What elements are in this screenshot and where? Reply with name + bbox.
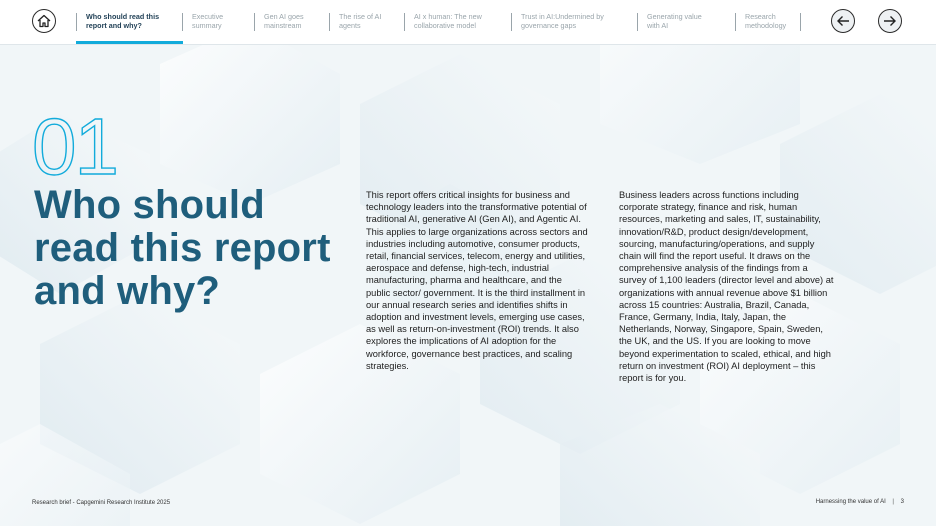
nav-item-research-methodology[interactable]	[735, 13, 801, 31]
nav-label-line1: Who should read this	[86, 12, 160, 21]
arrow-right-icon	[883, 15, 897, 27]
nav-item-trust-in-ai[interactable]	[511, 13, 604, 31]
footer-report-title: Harnessing the value of AI	[815, 499, 886, 505]
active-tab-indicator	[76, 41, 183, 44]
nav-item-gen-ai-mainstream[interactable]	[254, 13, 304, 31]
body-column-2: Business leaders across functions including corporate strategy, finance and risk, human resources, marketing and sales, IT, sustainability, innovation/R&D, product design/development, sourcing, manufacturing/operations, and supply chain will find the report useful. It draws on the comprehensive analysis of the findings from a survey of 1,100 leaders (director level and above) at organizations with annual revenue above $1 billion across 15 countries: Australia, Brazil, Canada, France, Germany, India, Italy, Japan, the Netherlands, Norway, Singapore, Spain, Sweden, the UK, and the US. If you are looking to move beyond experimentation to scaled, ethical, and high return on investment (ROI) AI deployment – this report is for you.	[619, 190, 834, 384]
section-number	[32, 108, 142, 180]
body-column-1: This report offers critical insights for business and technology leaders into the transformative potential of traditional AI, generative AI (Gen AI), and Agentic AI. This applies to large organizations across sectors and industries including automotive, consumer products, retail, financial services, telecom, energy and utilities, aerospace and defense, high-tech, industrial manufacturing, pharma and healthcare, and the public sector/ government. It is the third installment in our annual research series and identifies shifts in adoption and investment levels, emerging use cases, as well as return-on-investment (ROI) trends. It also explores the implications of AI adoption for the workforce, governance best practices, and scaling strategies.	[366, 190, 588, 371]
nav-label-line1: Generating value	[647, 12, 702, 21]
nav-label-line2: summary	[192, 20, 222, 30]
nav-item-generating-value[interactable]	[637, 13, 702, 31]
footer-source: Research brief - Capgemini Research Institute 2025	[32, 500, 171, 506]
nav-item-rise-of-agents[interactable]	[329, 13, 381, 31]
nav-label-line2: mainstream	[264, 20, 302, 30]
nav-item-ai-x-human[interactable]	[404, 13, 482, 31]
nav-item-who-should-read[interactable]	[76, 13, 159, 31]
home-button[interactable]	[32, 9, 56, 33]
footer-right	[816, 499, 904, 505]
next-page-button[interactable]	[878, 9, 902, 33]
footer-separator: |	[892, 499, 894, 505]
nav-label-line1: Gen AI goes	[264, 12, 304, 21]
home-icon	[36, 14, 52, 28]
nav-label-line2: with AI	[647, 20, 669, 30]
section-number-text: 01	[32, 108, 117, 180]
nav-label-line1: AI x human: The new	[414, 12, 482, 21]
top-navigation	[0, 0, 936, 45]
nav-label-line2: report and why?	[86, 20, 142, 30]
nav-label-line2: agents	[339, 20, 361, 30]
nav-label-line2: governance gaps	[521, 20, 577, 30]
nav-label-line1: The rise of AI	[339, 12, 382, 21]
nav-label-line1: Executive	[192, 12, 224, 21]
page-number: 3	[900, 499, 904, 505]
nav-label-line1: Research	[745, 12, 776, 21]
page-title: Who should read this report and why?	[34, 183, 331, 313]
nav-label-line2: collaborative model	[414, 20, 476, 30]
nav-item-executive-summary[interactable]	[182, 13, 223, 31]
arrow-left-icon	[836, 15, 850, 27]
nav-label-line1: Trust in AI:Undermined by	[521, 12, 604, 21]
nav-label-line2: methodology	[745, 20, 787, 30]
previous-page-button[interactable]	[831, 9, 855, 33]
